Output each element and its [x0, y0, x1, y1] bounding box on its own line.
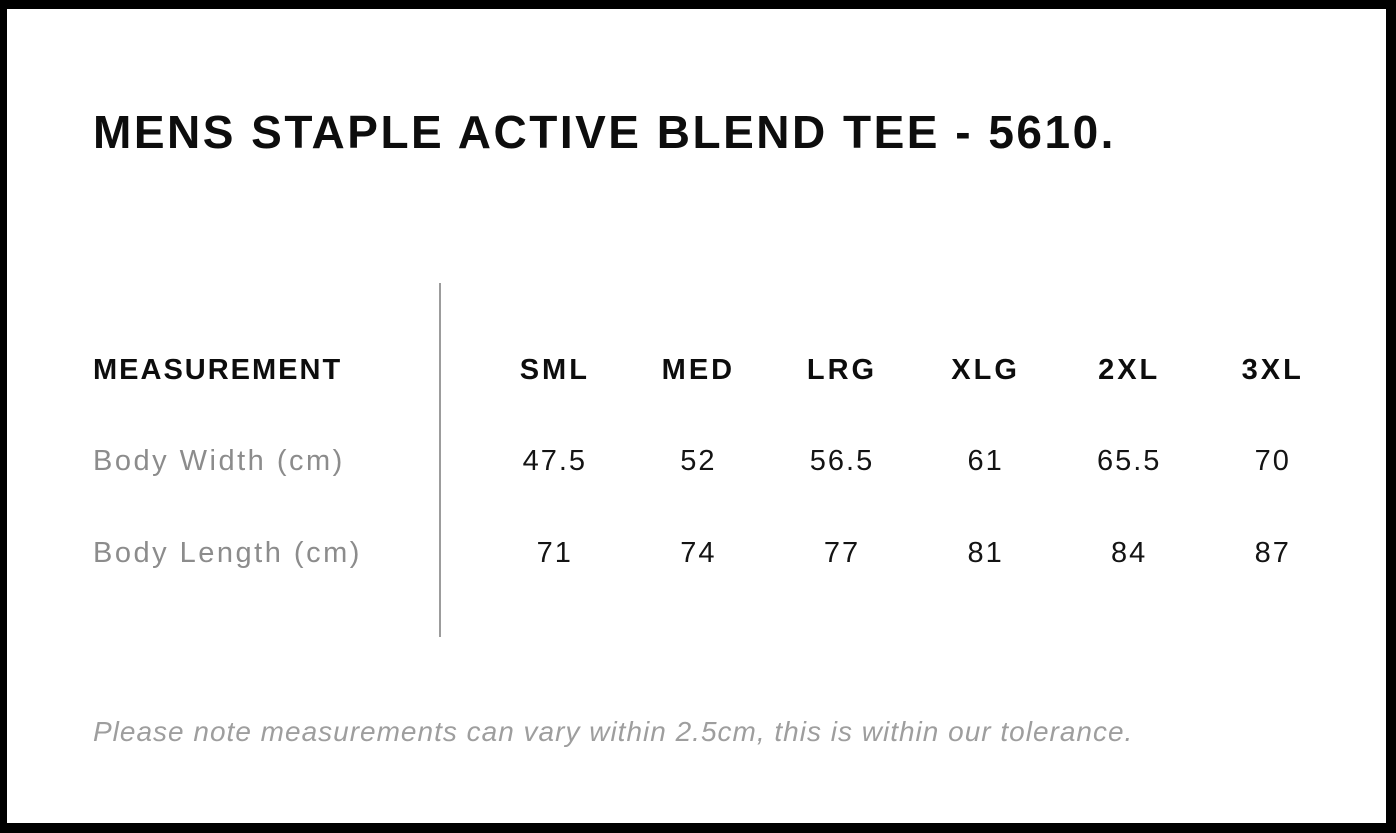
- size-header-sml: SML: [519, 354, 590, 386]
- size-header-3xl: 3XL: [1241, 354, 1304, 386]
- body-length-xlg: 81: [967, 537, 1004, 569]
- size-header-lrg: LRG: [806, 354, 878, 386]
- body-length-3xl: 87: [1254, 537, 1291, 569]
- body-length-lrg: 77: [823, 537, 861, 569]
- body-width-2xl: 65.5: [1096, 445, 1162, 477]
- table-header-row: [93, 348, 1323, 392]
- size-header-med: MED: [661, 354, 736, 386]
- body-width-xlg: 61: [967, 445, 1004, 477]
- measurement-column-header: MEASUREMENT: [93, 354, 343, 386]
- row-label-body-length: Body Length (cm): [93, 537, 362, 569]
- tolerance-note: Please note measurements can vary within 2.5cm, this is within our tolerance.: [93, 716, 1134, 747]
- row-label-body-width: Body Width (cm): [93, 445, 345, 477]
- body-width-sml: 47.5: [522, 445, 588, 477]
- body-width-3xl: 70: [1254, 445, 1291, 477]
- body-length-med: 74: [680, 537, 717, 569]
- page-title: MENS STAPLE ACTIVE BLEND TEE - 5610.: [93, 106, 1116, 158]
- table-row-body-width: [93, 439, 1323, 483]
- body-length-sml: 71: [536, 537, 573, 569]
- size-header-xlg: XLG: [951, 354, 1020, 386]
- body-length-2xl: 84: [1111, 537, 1148, 569]
- size-header-2xl: 2XL: [1098, 354, 1161, 386]
- body-width-lrg: 56.5: [809, 445, 875, 477]
- body-width-med: 52: [680, 445, 717, 477]
- table-row-body-length: [93, 531, 1323, 575]
